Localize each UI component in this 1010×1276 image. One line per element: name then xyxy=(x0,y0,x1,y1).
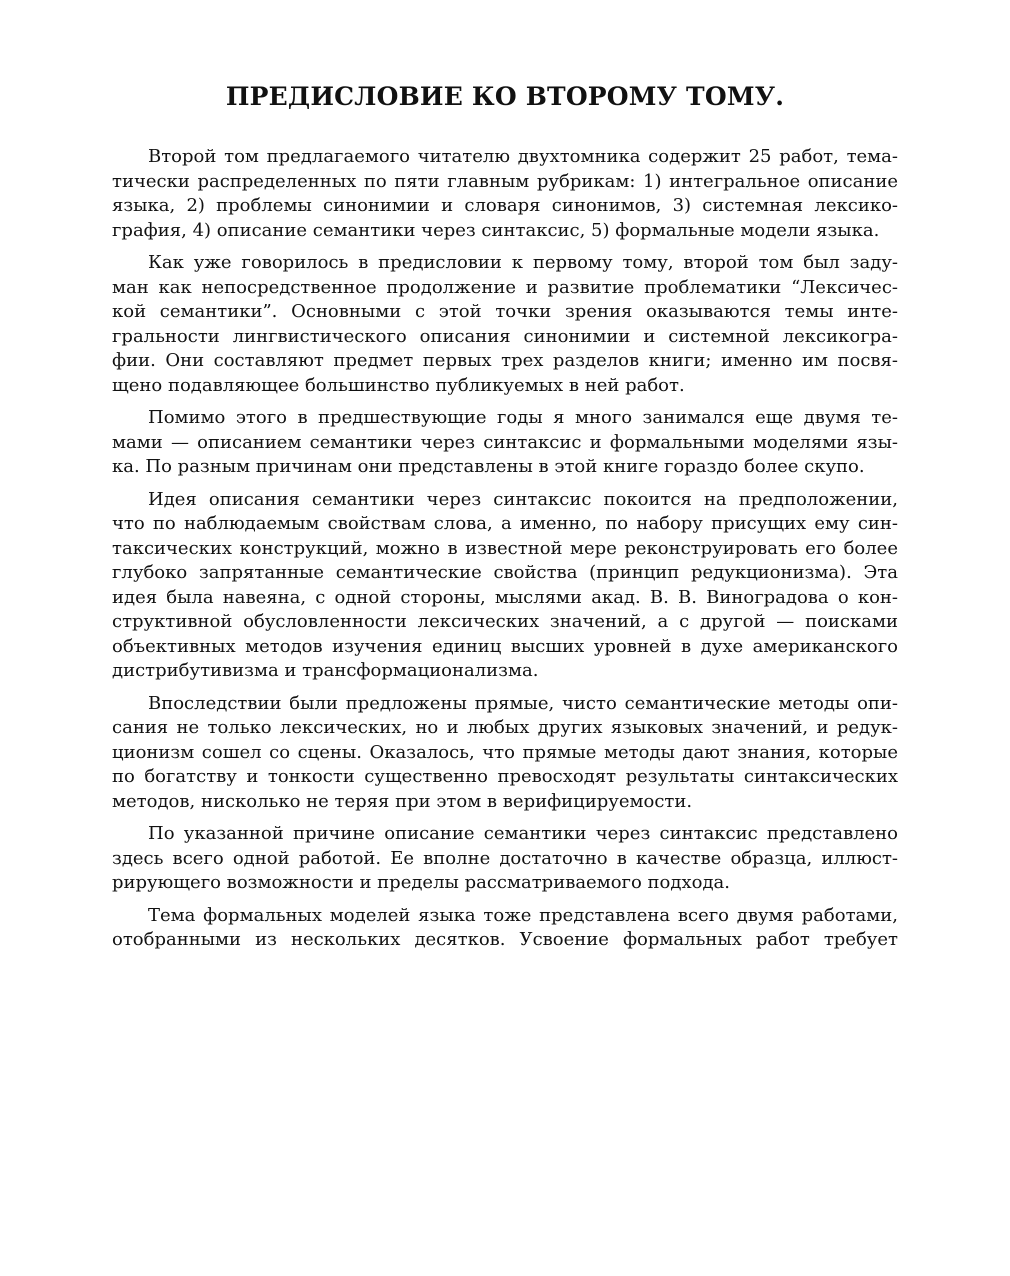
text-line: графия, 4) описание семантики через синтаксис, 5) формальные модели языка. xyxy=(112,219,880,241)
page-title: ПРЕДИСЛОВИЕ КО ВТОРОМУ ТОМУ. xyxy=(225,82,785,111)
text-line: что по наблюдаемым свойствам слова, а именно, по набору присущих ему син- xyxy=(112,513,898,534)
text-line: структивной обусловленности лексических значений, а с другой — поисками xyxy=(112,611,898,632)
text-line: фии. Они составляют предмет первых трех разделов книги; именно им посвя- xyxy=(112,350,898,371)
text-line: ционизм сошел со сцены. Оказалось, что прямые методы дают знания, которые xyxy=(112,741,898,763)
text-line: методов, нисколько не теряя при этом в верифицируемости. xyxy=(112,790,693,812)
text-line: таксических конструкций, можно в известной мере реконструировать его более xyxy=(112,537,898,559)
text-line: щено подавляющее большинство публикуемых в ней работ. xyxy=(112,374,685,396)
paragraph-6 xyxy=(112,822,898,896)
text-line: Как уже говорилось в предисловии к первому тому, второй том был заду- xyxy=(148,252,898,273)
paragraph-1 xyxy=(112,145,898,243)
text-line: отобранными из нескольких десятков. Усвоение формальных работ требует xyxy=(112,929,898,950)
text-line: сания не только лексических, но и любых других языковых значений, и редук- xyxy=(112,717,898,738)
paragraph-5 xyxy=(112,692,898,815)
text-line: по богатству и тонкости существенно превосходят результаты синтаксических xyxy=(112,766,898,787)
paragraph-2 xyxy=(112,251,898,398)
text-line: языка, 2) проблемы синонимии и словаря синонимов, 3) системная лексико- xyxy=(112,195,898,216)
text-line: объективных методов изучения единиц высших уровней в духе американского xyxy=(112,635,898,657)
paragraph-3 xyxy=(112,406,898,480)
text-line: Второй том предлагаемого читателю двухтомника содержит 25 работ, тема- xyxy=(148,146,898,167)
text-line: ман как непосредственное продолжение и развитие проблематики “Лексичес- xyxy=(112,276,898,298)
text-line: Впоследствии были предложены прямые, чисто семантические методы опи- xyxy=(148,692,898,714)
text-line: Помимо этого в предшествующие годы я много занимался еще двумя те- xyxy=(148,407,898,428)
text-line: Тема формальных моделей языка тоже представлена всего двумя работами, xyxy=(148,904,898,926)
text-line: тически распределенных по пяти главным рубрикам: 1) интегральное описание xyxy=(112,170,898,192)
text-line: ка. По разным причинам они представлены в этой книге гораздо более скупо. xyxy=(112,456,865,477)
body-text xyxy=(112,145,898,961)
text-line: глубоко запрятанные семантические свойства (принцип редукционизма). Эта xyxy=(112,562,898,583)
paragraph-4 xyxy=(112,488,898,684)
text-line: Идея описания семантики через синтаксис покоится на предположении, xyxy=(148,488,898,510)
text-line: здесь всего одной работой. Ее вполне достаточно в качестве образца, иллюст- xyxy=(112,847,898,869)
text-line: рирующего возможности и пределы рассматриваемого подхода. xyxy=(112,872,730,893)
text-line: дистрибутивизма и трансформационализма. xyxy=(112,660,539,681)
text-line: мами — описанием семантики через синтаксис и формальными моделями язы- xyxy=(112,431,898,453)
text-line: кой семантики”. Основными с этой точки зрения оказываются темы инте- xyxy=(112,301,898,322)
text-line: гральности лингвистического описания синонимии и системной лексикогра- xyxy=(112,325,898,347)
paragraph-7 xyxy=(112,904,898,953)
text-line: По указанной причине описание семантики через синтаксис представлено xyxy=(148,823,898,844)
text-line: идея была навеяна, с одной стороны, мыслями акад. В. В. Виноградова о кон- xyxy=(112,586,898,608)
